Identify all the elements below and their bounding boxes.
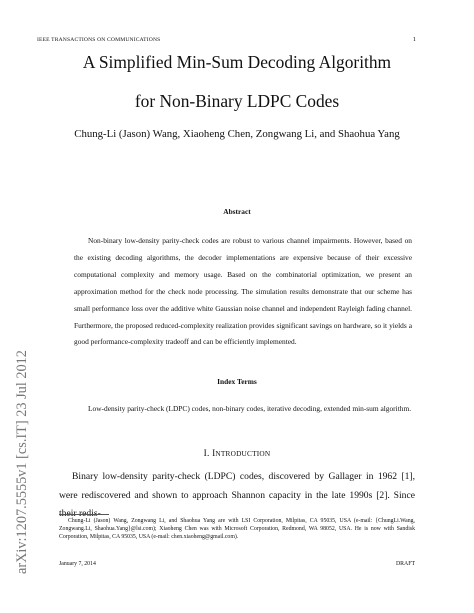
index-terms-heading: Index Terms (217, 377, 257, 386)
page-number: 1 (412, 36, 416, 43)
paper-title-line-2: for Non-Binary LDPC Codes (134, 91, 340, 111)
abstract-heading: Abstract (223, 207, 251, 216)
arxiv-stamp-text: arXiv:1207.5555v1 [cs.IT] 23 Jul 2012 (14, 350, 30, 574)
section-title-initial: I (212, 449, 216, 459)
author-affiliation-footnote: Chung-Li (Jason) Wang, Zongwang Li, and Shaohua Yang are with LSI Corporation, Milpitas, CA 95035, USA (e-mail: {ChungLi.Wang, Zongwang.Li, Shaohua.Yang}@lsi.com); Xiaoheng Chen was with Microsoft Corporation, Redmond, WA 98052, USA. He is now with Sandisk Corporation, Milpitas, CA 95035, USA (e-mail: chen.xiaoheng@gmail.com). (59, 518, 415, 540)
footer-date: January 7, 2014 (59, 561, 96, 567)
arxiv-stamp (14, 174, 30, 574)
abstract-body: Non-binary low-density parity-check codes are robust to various channel impairments. However, based on the existing decoding algorithms, the decoder implementations are expensive because of their excessive computational complexity and memory usage. Based on the combinatorial optimization, we present an approximation method for the check node processing. The simulation results demonstrate that our scheme has small performance loss over the additive white Gaussian noise channel and independent Rayleigh fading channel. Furthermore, the proposed reduced-complexity realization provides significant savings on hardware, so it yields a good performance-complexity tradeoff and can be efficiently implemented. (74, 236, 412, 347)
section-numeral: I. (203, 449, 213, 459)
introduction-paragraph: Binary low-density parity-check (LDPC) codes, discovered by Gallager in 1962 [1], were rediscovered and shown to approach Shannon capacity in the late 1990s [2]. Since their redis- (59, 471, 415, 520)
paper-title-line-1: A Simplified Min-Sum Decoding Algorithm (82, 52, 392, 72)
author-list: Chung-Li (Jason) Wang, Xiaoheng Chen, Zongwang Li, and Shaohua Yang (74, 128, 400, 140)
running-head: IEEE TRANSACTIONS ON COMMUNICATIONS (37, 37, 161, 43)
footnote-divider (59, 514, 109, 515)
section-heading-introduction (0, 449, 474, 459)
footer-status: DRAFT (395, 561, 415, 567)
index-terms-body: Low-density parity-check (LDPC) codes, non-binary codes, iterative decoding, extended min-sum algorithm. (88, 404, 412, 413)
section-title-rest: NTRODUCTION (215, 449, 271, 458)
